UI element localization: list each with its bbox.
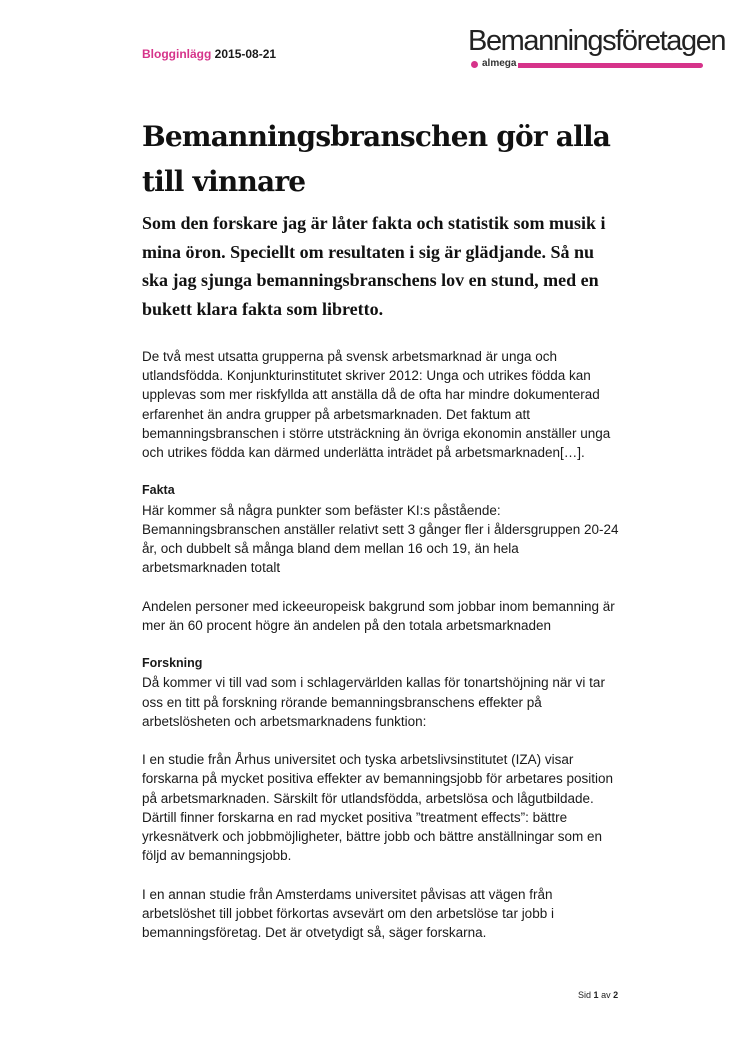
document-meta <box>142 47 276 61</box>
logo-subtitle: almega <box>482 58 517 69</box>
page-number-prefix: Sid <box>578 990 592 1000</box>
page-number <box>578 990 618 1000</box>
fakta-paragraph-2: Andelen personer med ickeeuropeisk bakgrund som jobbar inom bemanning är mer än 60 procent högre än andelen på den totala arbetsmarknaden <box>142 598 615 633</box>
logo-accent-bar <box>500 63 703 68</box>
current-page: 1 <box>593 990 599 1000</box>
document-type-label: Blogginlägg <box>142 47 212 61</box>
forskning-paragraph-3: I en annan studie från Amsterdams universitet påvisas att vägen från arbetslöshet till jobbet förkortas avsevärt om den arbetslöse tar jobb i bemanningsföretag. Det är otvetydigt så, säger forskarna. <box>142 886 554 941</box>
forskning-paragraph-1: Då kommer vi till vad som i schlagervärlden kallas för tonartshöjning när vi tar oss en titt på forskning rörande bemanningsbranschens effekter på arbetslösheten och arbetsmarknadens funktion: <box>142 675 605 729</box>
fakta-paragraph-1: Här kommer så några punkter som befäster KI:s påstående: Bemanningsbranschen anställer relativt sett 3 gånger fler i åldersgruppen 20-24 år, och dubbelt så många bland dem mellan 16 och 19, än hela arbetsmarknaden totalt <box>142 502 619 576</box>
section-heading-forskning: Forskning <box>142 656 203 671</box>
article-title: Bemanningsbranschen gör alla till vinnare <box>142 120 611 198</box>
total-pages: 2 <box>613 990 619 1000</box>
company-logo <box>468 24 726 74</box>
document-date: 2015-08-21 <box>214 47 277 61</box>
logo-wordmark: Bemanningsföretagen <box>468 25 726 57</box>
intro-paragraph: De två mest utsatta grupperna på svensk arbetsmarknad är unga och utlandsfödda. Konjunkturinstitutet skriver 2012: Unga och utrikes födda kan upplevas som mer riskfyllda att anställa då de ofta har mindre dokumenterad erfarenhet än andra grupper på arbetsmarknaden. Det faktum att bemanningsbranschen i större utsträckning än övriga ekonomin anställer unga och utrikes födda kan därmed underlätta inträdet på arbetsmarknaden[…]. <box>142 349 611 461</box>
forskning-paragraph-2: I en studie från Århus universitet och tyska arbetslivsinstitutet (IZA) visar forskarna på mycket positiva effekter av bemanningsjobb för arbetares position på arbetsmarknaden. Särskilt för utlandsfödda, arbetslösa och lågutbildade. Därtill finner forskarna en rad mycket positiva ”treatment effects”: bättre yrkesnätverk och jobbmöjligheter, bättre jobb och bättre anställningar som en följd av bemanningsjobb. <box>142 752 614 864</box>
article-body <box>142 347 622 942</box>
article-lead: Som den forskare jag är låter fakta och statistik som musik i mina öron. Speciellt om resultaten i sig är glädjande. Så nu ska jag sjunga bemanningsbranschens lov en stund, med en bukett klara fakta som libretto. <box>142 213 606 319</box>
logo-dot-icon <box>471 61 478 68</box>
page-number-separator: av <box>601 990 611 1000</box>
section-heading-fakta: Fakta <box>142 483 175 498</box>
